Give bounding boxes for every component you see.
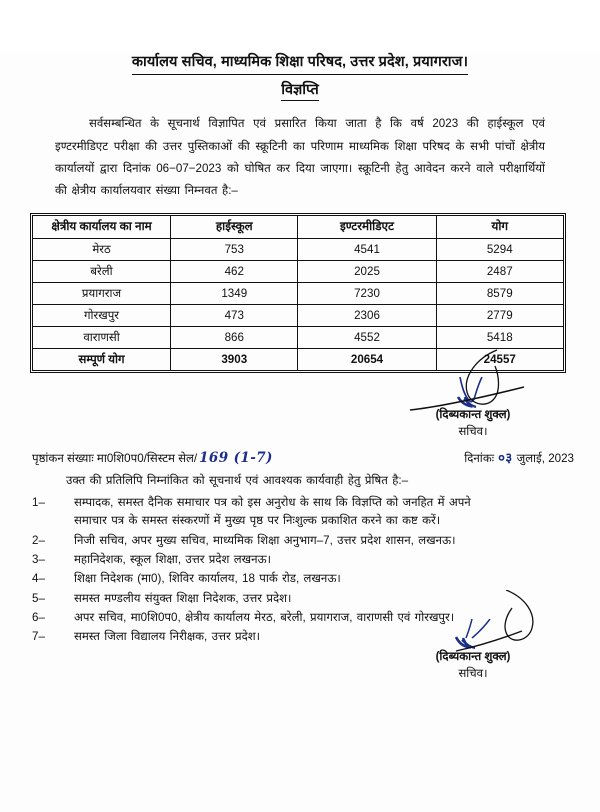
table-total-row <box>33 349 564 371</box>
cell-total: 8579 <box>436 283 563 305</box>
cell-office: गोरखपुर <box>33 305 171 327</box>
signatory-name-top: (दिब्यकान्त शुक्ल) <box>435 408 511 421</box>
cell-total: 2779 <box>436 305 563 327</box>
list-item-line1: सम्पादक, समस्त दैनिक समाचार पत्र को इस अनुरोध के साथ कि विज्ञप्ति को जनहित में अपने <box>74 496 471 509</box>
cell-highschool: 462 <box>171 261 298 283</box>
signatory-title-top: सचिव। <box>458 425 488 439</box>
cell-highschool: 753 <box>171 239 298 261</box>
list-item-text <box>74 494 574 531</box>
document-type-heading: विज्ञप्ति <box>281 80 319 101</box>
date-label: दिनांकः <box>464 452 495 465</box>
table-row <box>33 283 564 305</box>
signature-block-top <box>378 377 568 441</box>
cell-grand-total: 24557 <box>436 349 563 371</box>
office-title-wrap <box>0 52 600 75</box>
endorsement-number-group <box>32 450 275 466</box>
endorsement-date-group <box>464 448 574 466</box>
signatory-title-bottom: सचिव। <box>458 667 488 681</box>
page-title: कार्यालय सचिव, माध्यमिक शिक्षा परिषद, उत्तर प्रदेश, प्रयागराज। <box>132 52 468 75</box>
cell-total: 5418 <box>436 327 563 349</box>
cell-highschool: 1349 <box>171 283 298 305</box>
list-item-number: 3– <box>32 552 45 566</box>
handwritten-signature-top <box>378 377 568 407</box>
cell-highschool: 866 <box>171 327 298 349</box>
signature-block-bottom <box>378 619 568 683</box>
cell-intermediate: 2025 <box>298 261 436 283</box>
endorsement-label: पृष्ठांकन संख्याः मा0शि0प0/सिस्टम सेल/ <box>32 452 198 465</box>
list-item-text: समस्त मण्डलीय संयुक्त शिक्षा निदेशक, उत्तर प्रदेश। <box>74 591 292 605</box>
endorsement-number-handwritten: 169 (1-7) <box>199 450 273 466</box>
list-item-text: शिक्षा निदेशक (मा0), शिविर कार्यालय, 18 पार्क रोड, लखनऊ। <box>74 572 341 586</box>
endorsement-row <box>32 448 574 466</box>
scrutiny-table <box>32 215 564 371</box>
column-header-office: क्षेत्रीय कार्यालय का नाम <box>33 216 171 239</box>
table-row <box>33 327 564 349</box>
list-item-text: महानिदेशक, स्कूल शिक्षा, उत्तर प्रदेश लखनऊ। <box>74 552 272 566</box>
signature-stroke-icon <box>398 619 548 653</box>
table-header-row <box>33 216 564 239</box>
cell-highschool: 473 <box>171 305 298 327</box>
list-item <box>32 532 574 550</box>
cell-total: 5294 <box>436 239 563 261</box>
document-header <box>0 52 600 101</box>
cell-total: 2487 <box>436 261 563 283</box>
signatory-name-bottom: (दिब्यकान्त शुक्ल) <box>435 650 511 663</box>
list-item-number: 7– <box>32 630 45 644</box>
table-row <box>33 239 564 261</box>
cell-intermediate: 2306 <box>298 305 436 327</box>
list-item-text: समस्त जिला विद्यालय निरीक्षक, उत्तर प्रदेश। <box>74 630 261 644</box>
list-item-number: 5– <box>32 591 45 605</box>
table-row <box>33 261 564 283</box>
handwritten-signature-bottom <box>378 619 568 649</box>
list-item-text: निजी सचिव, अपर मुख्य सचिव, माध्यमिक शिक्षा अनुभाग–7, उत्तर प्रदेश शासन, लखनऊ। <box>74 533 456 547</box>
cell-office: प्रयागराज <box>33 283 171 305</box>
column-header-intermediate: इण्टरमीडिएट <box>298 216 436 239</box>
cell-intermediate: 4541 <box>298 239 436 261</box>
list-item-line2: समाचार पत्र के समस्त संस्करणों में मुख्य पृष्ठ पर निःशुल्क प्रकाशित करने का कष्ट करें। <box>74 514 441 528</box>
list-item <box>32 494 574 531</box>
cell-office: वाराणसी <box>33 327 171 349</box>
list-item-number: 2– <box>32 533 45 547</box>
copy-to-line: उक्त की प्रतिलिपि निम्नांकित को सूचनार्थ एवं आवश्यक कार्यवाही हेतु प्रेषित है:– <box>66 474 409 487</box>
column-header-highschool: हाईस्कूल <box>171 216 298 239</box>
date-day-handwritten: ०३ <box>498 451 513 466</box>
notice-word-wrap <box>0 75 600 101</box>
list-item-text: अपर सचिव, मा0शि0प0, क्षेत्रीय कार्यालय मेरठ, बरेली, प्रयागराज, वाराणसी एवं गोरखपुर। <box>74 610 455 624</box>
intro-paragraph: सर्वसम्बन्धित के सूचनार्थ विज्ञापित एवं प्रसारित किया जाता है कि वर्ष 2023 की हाईस्कूल एवं इण्टरमीडिएट परीक्षा की उत्तर पुस्तिकाओं की स्क्रूटिनी का परिणाम माध्यमिक शिक्षा परिषद के सभी पांचों क्षेत्रीय कार्यालयों द्वारा दिनांक 06−07−2023 को घोषित कर दिया जाएगा। स्क्रूटिनी हेतु आवेदन करने वाले परीक्षार्थियों की क्षेत्रीय कार्यालयवार संख्या निम्नवत है:– <box>55 117 546 198</box>
cell-highschool-total: 3903 <box>171 349 298 371</box>
cell-office: मेरठ <box>33 239 171 261</box>
list-item <box>32 551 574 569</box>
cell-intermediate: 4552 <box>298 327 436 349</box>
list-item <box>32 570 574 588</box>
cell-office-total-label: सम्पूर्ण योग <box>33 349 171 371</box>
cell-intermediate: 7230 <box>298 283 436 305</box>
table-row <box>33 305 564 327</box>
signature-stroke-icon <box>398 377 548 411</box>
list-item-number: 6– <box>32 610 45 624</box>
cell-office: बरेली <box>33 261 171 283</box>
date-month-year: जुलाई, 2023 <box>516 452 574 465</box>
cell-intermediate-total: 20654 <box>298 349 436 371</box>
list-item-number: 4– <box>32 572 45 586</box>
document-page <box>0 52 600 812</box>
scrutiny-table-wrap <box>32 215 564 371</box>
list-item <box>32 590 574 608</box>
column-header-total: योग <box>436 216 563 239</box>
list-item-number: 1– <box>32 496 45 509</box>
